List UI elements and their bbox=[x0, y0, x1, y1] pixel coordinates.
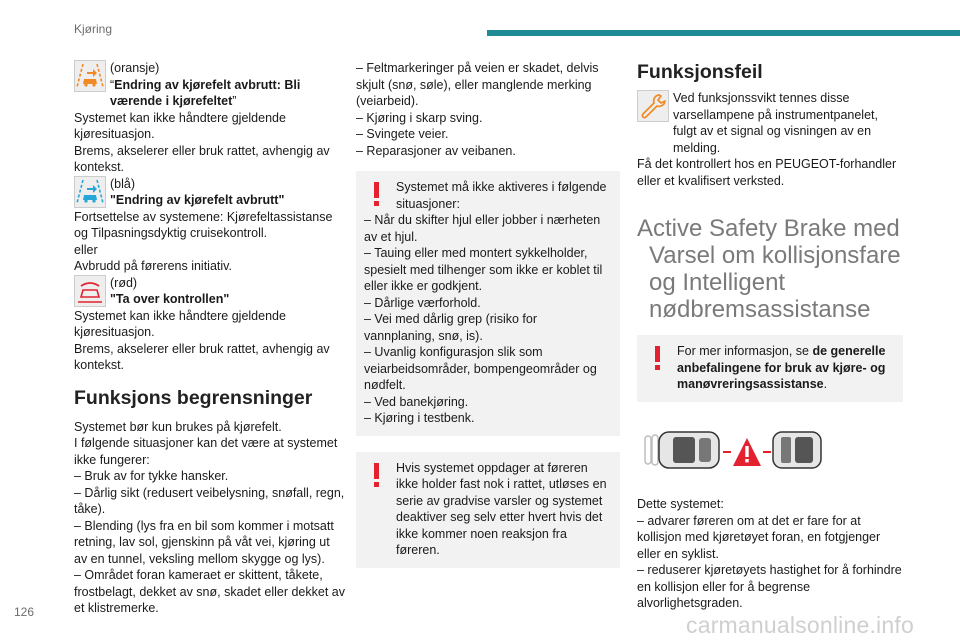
lane-change-blue-icon bbox=[74, 176, 106, 208]
aeb-intro: Dette systemet: bbox=[637, 497, 724, 511]
list-item: – Uvanlig konfigurasjon slik som veiarbeidsområder, bompengeområder og nødfelt. bbox=[364, 345, 597, 392]
alert-orange-title: Endring av kjørefelt avbrutt: Bli værende i kjørefeltet bbox=[110, 77, 301, 108]
list-item: – Tauing eller med montert sykkelholder, spesielt med tilhenger som ikke er koblet til eller ikke er godkjent. bbox=[364, 246, 603, 293]
warning-exclamation-icon bbox=[645, 343, 671, 373]
fault-text2: Få det kontrollert hos en PEUGEOT-forhandler eller et kvalifisert verksted. bbox=[637, 157, 897, 188]
lane-change-orange-icon bbox=[74, 60, 106, 92]
list-item: – Dårlige værforhold. bbox=[364, 295, 481, 310]
warning2-text: Hvis systemet oppdager at føreren ikke holder fast nok i rattet, utløses en serie av gradvise varsler og systemet deaktiver seg selv etter hvert hvis det ikke kommer noen reaksjon fra føreren. bbox=[396, 460, 607, 557]
aeb-title-line: og Intelligent bbox=[649, 269, 786, 296]
collision-warning-illustration bbox=[643, 426, 823, 474]
alert-blue-body1: Fortsettelse av systemene: Kjørefeltassistanse og Tilpasningsdyktig cruisekontroll. bbox=[74, 209, 333, 240]
column-middle bbox=[356, 60, 620, 568]
list-item: – Feltmarkeringer på veien er skadet, delvis skjult (snø, søle), eller manglende merking (veiarbeid). bbox=[356, 61, 599, 108]
alert-red-title-open: "T bbox=[110, 292, 123, 306]
list-item: – Kjøring i testbenk. bbox=[364, 411, 475, 425]
warning-triangle-icon bbox=[723, 438, 771, 466]
warning-exclamation-icon bbox=[364, 179, 390, 209]
fault-heading: Funksjonsfeil bbox=[637, 61, 763, 83]
warning1-intro: Systemet må ikke aktiveres i følgende situasjoner: bbox=[396, 180, 607, 211]
aeb-title-line: Varsel om kollisjonsfare bbox=[649, 242, 901, 269]
info-box-recommendations bbox=[637, 335, 903, 402]
alert-orange-body2: Brems, akselerer eller bruk rattet, avhengig av kontekst. bbox=[74, 143, 330, 174]
list-item: – reduserer kjøretøyets hastighet for å forhindre en kollisjon eller for å begrense alvorlighetsgraden. bbox=[637, 563, 902, 610]
alert-orange bbox=[74, 60, 346, 110]
fault-text: Ved funksjonssvikt tennes disse varsellampene på instrumentpanelet, fulgt av et signal og visningen av en melding. bbox=[673, 91, 878, 155]
alert-blue-title: "Endring av kjørefelt avbrutt" bbox=[110, 193, 285, 207]
list-item: – Bruk av for tykke hansker. bbox=[74, 469, 229, 483]
alert-red-title: a over kontrollen bbox=[122, 292, 224, 306]
alert-orange-body1: Systemet kan ikke håndtere gjeldende kjøresituasjon. bbox=[74, 110, 286, 141]
car-rear-icon bbox=[659, 432, 719, 468]
watermark: carmanualsonline.info bbox=[686, 612, 914, 638]
aeb-title bbox=[637, 215, 903, 323]
car-front-icon bbox=[773, 432, 821, 468]
limits-p1: Systemet bør kun brukes på kjørefelt. bbox=[74, 419, 282, 434]
info-bold-link: de generelle anbefalingene for bruk av kjøre- og manøvreringsassistanse bbox=[677, 344, 886, 391]
alert-red-body2: Brems, akselerer eller bruk rattet, avhengig av kontekst. bbox=[74, 341, 330, 372]
motion-lines-left bbox=[645, 435, 658, 465]
aeb-title-line: nødbremsassistanse bbox=[649, 296, 871, 323]
alert-red-title-close: " bbox=[223, 292, 230, 306]
wrench-icon bbox=[637, 90, 669, 122]
info-post: . bbox=[823, 377, 828, 391]
limits-heading: Funksjons begrensninger bbox=[74, 386, 313, 409]
aeb-title-line: Active Safety Brake med bbox=[637, 215, 900, 242]
alert-blue-body2: eller bbox=[74, 242, 98, 257]
list-item: – Området foran kameraet er skittent, tåkete, frostbelagt, dekket av snø, skadet eller dekket av et klistremerke. bbox=[74, 568, 345, 615]
list-item: – Blending (lys fra en bil som kommer i motsatt retning, lav sol, gjenskinn på våt vei, kjøring ut av en tunnel, veksling mellom skygge og lys). bbox=[74, 518, 334, 566]
take-control-red-icon bbox=[74, 275, 106, 307]
list-item: – Reparasjoner av veibanen. bbox=[356, 143, 516, 158]
list-item: – Vei med dårlig grep (risiko for vannplaning, snø, is). bbox=[364, 312, 537, 343]
info-pre: For mer informasjon, se bbox=[677, 344, 813, 358]
list-item: – Ved banekjøring. bbox=[364, 394, 469, 409]
quote-open: “ bbox=[110, 77, 115, 92]
warning-box-activation bbox=[356, 171, 620, 436]
alert-red-color: (rød) bbox=[110, 275, 138, 290]
column-left bbox=[74, 60, 346, 617]
alert-blue-color: (blå) bbox=[110, 176, 136, 191]
alert-blue bbox=[74, 176, 346, 209]
alert-blue-body3: Avbrudd på førerens initiativ. bbox=[74, 259, 232, 273]
list-item: – Kjøring i skarp sving. bbox=[356, 110, 483, 125]
list-item: – Svingete veier. bbox=[356, 127, 449, 141]
warning-exclamation-icon bbox=[364, 460, 390, 490]
alert-red-body1: Systemet kan ikke håndtere gjeldende kjøresituasjon. bbox=[74, 308, 286, 339]
page-number: 126 bbox=[14, 605, 35, 619]
list-item: – Dårlig sikt (redusert veibelysning, snøfall, regn, tåke). bbox=[74, 485, 345, 516]
quote-close: ” bbox=[232, 94, 237, 108]
alert-red bbox=[74, 275, 346, 308]
limits-p2: I følgende situasjoner kan det være at systemet ikke fungerer: bbox=[74, 436, 338, 467]
list-item: – advarer føreren om at det er fare for at kollisjon med kjøretøyet foran, en fotgjenger eller en syklist. bbox=[637, 513, 881, 561]
warning-box-hands-off bbox=[356, 452, 620, 568]
section-label: Kjøring bbox=[74, 22, 113, 36]
column-right bbox=[637, 60, 903, 612]
alert-orange-color: (oransje) bbox=[110, 61, 160, 75]
fault-paragraph bbox=[637, 90, 903, 156]
header-accent-bar bbox=[487, 30, 960, 36]
list-item: – Når du skifter hjul eller jobber i nærheten av et hjul. bbox=[364, 213, 601, 244]
